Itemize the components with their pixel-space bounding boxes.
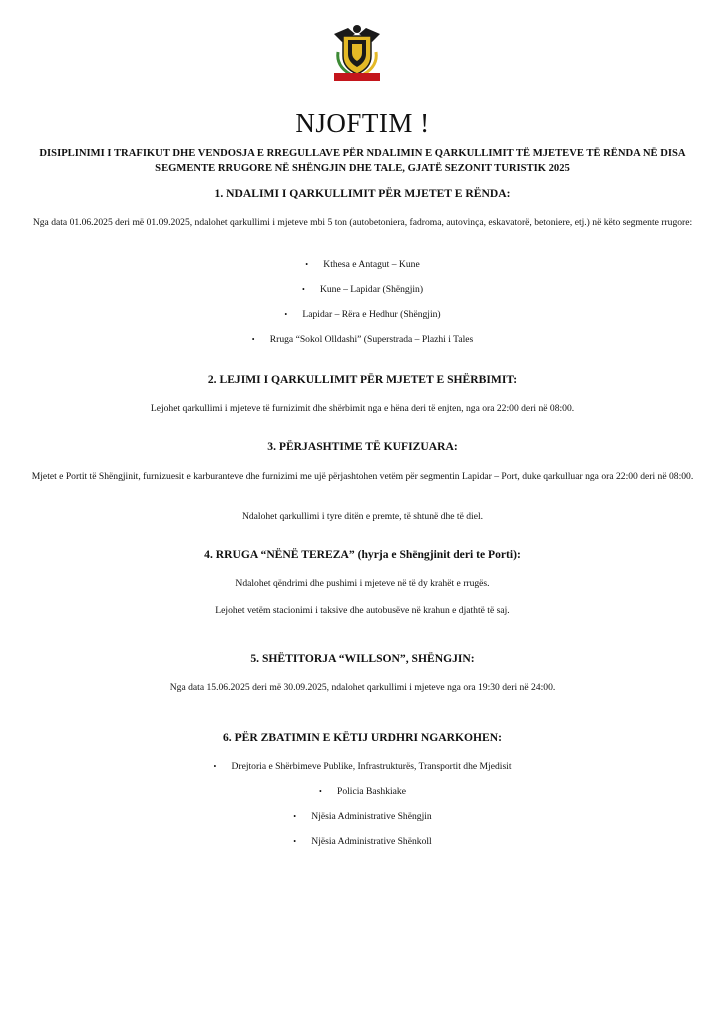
list-item: • Lapidar – Rëra e Hedhur (Shëngjin): [284, 309, 441, 320]
section-heading: 3. PËRJASHTIME TË KUFIZUARA:: [267, 440, 458, 453]
list-item: • Drejtoria e Shërbimeve Publike, Infrastrukturës, Transportit dhe Mjedisit: [213, 761, 512, 772]
section-paragraph: Nga data 15.06.2025 deri më 30.09.2025, ndalohet qarkullimi i mjeteve nga ora 19:30 deri në 24:00.: [169, 682, 556, 693]
list-item: • Njësia Administrative Shëngjin: [293, 811, 432, 822]
section-3-heading-block: [22, 440, 703, 453]
section-4-body-2: [22, 603, 703, 618]
section-paragraph: Mjetet e Portit të Shëngjinit, furnizuesit e karburanteve dhe furnizimi me ujë përjashtohen vetëm për segmentin Lapidar – Port, duke qarkulluar nga ora 22:00 deri në 08:00.: [31, 471, 694, 482]
section-3-body-2: [22, 509, 703, 524]
section-paragraph: Lejohet vetëm stacionimi i taksive dhe autobusëve në krahun e djathtë të saj.: [215, 605, 510, 616]
section-paragraph: Lejohet qarkullimi i mjeteve të furnizimit dhe shërbimit nga e hëna deri të enjten, nga ora 22:00 deri në 08:00.: [150, 403, 575, 414]
bullet-icon: •: [251, 335, 255, 344]
logo-text: LISSUS: [345, 74, 369, 80]
list-item: • Njësia Administrative Shënkoll: [293, 836, 432, 847]
bullet-icon: •: [305, 260, 309, 269]
section-5-heading-block: [22, 652, 703, 665]
notice-subtitle: DISIPLINIMI I TRAFIKUT DHE VENDOSJA E RREGULLAVE PËR NDALIMIN E QARKULLIMIT TË MJETEVE TË RËNDA NË DISA SEGMENTE RRUGORE NË SHËNGJIN DHE TALE, GJATË SEZONIT TURISTIK 2025: [39, 148, 686, 174]
section-heading: 5. SHËTITORJA “WILLSON”, SHËNGJIN:: [250, 652, 475, 665]
section-paragraph: Ndalohet qarkullimi i tyre ditën e premte, të shtunë dhe të diel.: [241, 511, 484, 522]
section-6-list: [22, 759, 703, 859]
bullet-icon: •: [293, 812, 297, 821]
section-2-heading-block: [22, 373, 703, 386]
list-item: • Kune – Lapidar (Shëngjin): [301, 284, 424, 295]
list-item: • Policia Bashkiake: [318, 786, 406, 797]
section-4-body: [22, 576, 703, 591]
section-3-body: [22, 469, 703, 484]
section-paragraph: Nga data 01.06.2025 deri më 01.09.2025, ndalohet qarkullimi i mjeteve mbi 5 ton (autobetoniera, fadroma, autovinça, eskavatorë, betoniere, etj.) në këto segmente rrugore:: [32, 217, 693, 228]
section-1-heading-block: [22, 187, 703, 200]
section-heading: 4. RRUGA “NËNË TEREZA” (hyrja e Shëngjinit deri te Porti):: [204, 548, 521, 561]
bullet-icon: •: [284, 310, 288, 319]
bullet-icon: •: [293, 837, 297, 846]
section-1-body: [22, 215, 703, 230]
section-heading: 6. PËR ZBATIMIN E KËTIJ URDHRI NGARKOHEN:: [222, 731, 503, 744]
bullet-icon: •: [213, 762, 217, 771]
list-item: • Rruga “Sokol Olldashi” (Superstrada – Plazhi i Tales: [251, 334, 474, 345]
section-5-body: [22, 680, 703, 695]
section-paragraph: Ndalohet qëndrimi dhe pushimi i mjeteve në të dy krahët e rrugës.: [235, 578, 490, 589]
section-1-list: [22, 257, 703, 357]
notice-title: NJOFTIM !: [295, 108, 430, 138]
section-4-heading-block: [22, 548, 703, 561]
bullet-icon: •: [301, 285, 305, 294]
list-item: • Kthesa e Antagut – Kune: [305, 259, 420, 270]
section-2-body: [22, 401, 703, 416]
section-heading: 1. NDALIMI I QARKULLIMIT PËR MJETET E RËNDA:: [214, 187, 511, 200]
bullet-icon: •: [318, 787, 322, 796]
section-6-heading-block: [22, 731, 703, 744]
section-heading: 2. LEJIMI I QARKULLIMIT PËR MJETET E SHËRBIMIT:: [207, 373, 518, 386]
